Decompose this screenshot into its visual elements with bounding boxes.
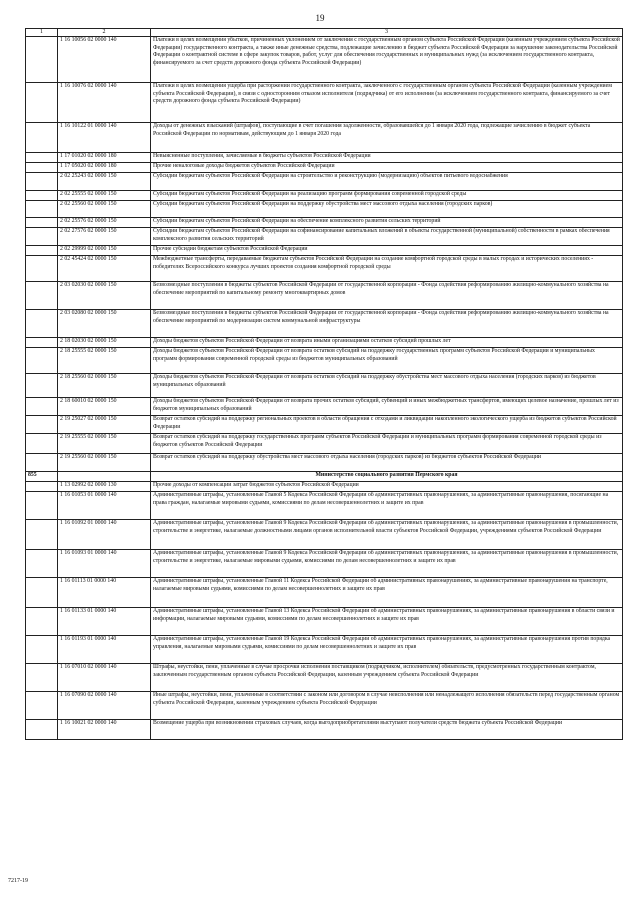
income-name-cell: Прочие доходы от компенсации затрат бюджетов субъектов Российской Федерации [151, 482, 623, 492]
admin-code-cell [26, 636, 58, 664]
admin-code-cell [26, 492, 58, 520]
budget-code-cell: 1 16 01053 01 0000 140 [58, 492, 151, 520]
budget-code-cell: 1 16 01093 01 0000 140 [58, 550, 151, 578]
table-row [26, 37, 623, 83]
income-name-cell: Административные штрафы, установленные Главой 5 Кодекса Российской Федерации об административных правонарушениях, за административные правонарушения, посягающие на права граждан, налагаемые мировыми судьями, комиссиями по делам несовершеннолетних и защите их прав [151, 492, 623, 520]
table-row [26, 434, 623, 454]
budget-code-cell: 2 19 25560 02 0000 150 [58, 454, 151, 472]
header-col-1: 1 [26, 29, 58, 37]
table-row [26, 550, 623, 578]
budget-code-cell: 2 18 25555 02 0000 150 [58, 348, 151, 374]
table-row [26, 173, 623, 191]
table-row [26, 454, 623, 472]
admin-code-cell [26, 608, 58, 636]
budget-code-cell: 1 17 01020 02 0000 180 [58, 153, 151, 163]
admin-code-cell [26, 201, 58, 218]
table-row [26, 520, 623, 550]
header-col-3: 3 [151, 29, 623, 37]
budget-code-cell: 2 02 25243 02 0000 150 [58, 173, 151, 191]
table-row [26, 338, 623, 348]
table-row [26, 720, 623, 740]
table-row [26, 374, 623, 398]
admin-code-cell [26, 191, 58, 201]
budget-code-cell: 2 02 45424 02 0000 150 [58, 256, 151, 282]
budget-code-cell: 1 16 07010 02 0000 140 [58, 664, 151, 692]
admin-code-cell [26, 416, 58, 434]
table-row [26, 163, 623, 173]
budget-code-cell: 2 02 29999 02 0000 150 [58, 246, 151, 256]
income-name-cell: Платежи в целях возмещения ущерба при расторжении государственного контракта, заключенного с государственным органом субъекта Российской Федерации (казенным учреждением субъекта Российской Федерации), в связи с односторонним отказом исполнителя (подрядчика) от его исполнения (за исключением государственного контракта, финансируемого за счет средств дорожного фонда субъекта Российской Федерации) [151, 83, 623, 123]
admin-code-cell [26, 282, 58, 310]
budget-code-cell: 1 16 10122 01 0000 140 [58, 123, 151, 153]
income-name-cell: Межбюджетные трансферты, передаваемые бюджетам субъектов Российской Федерации на создание комфортной городской среды в малых городах и исторических поселениях - победителях Всероссийского конкурса лучших проектов создания комфортной городской среды [151, 256, 623, 282]
admin-code-cell: 855 [26, 472, 58, 482]
table-row [26, 608, 623, 636]
admin-code-cell [26, 218, 58, 228]
budget-code-cell: 1 16 01092 01 0000 140 [58, 520, 151, 550]
income-name-cell: Доходы бюджетов субъектов Российской Федерации от возврата остатков субсидий на поддержку обустройства мест массового отдыха населения (городских парков) из бюджетов муниципальных образований [151, 374, 623, 398]
income-name-cell: Административные штрафы, установленные Главой 19 Кодекса Российской Федерации об административных правонарушениях, за административные правонарушения против порядка управления, налагаемые мировыми судьями, комиссиями по делам несовершеннолетних и защите их прав [151, 636, 623, 664]
budget-code-cell: 2 02 25560 02 0000 150 [58, 201, 151, 218]
budget-code-cell: 1 16 10076 02 0000 140 [58, 83, 151, 123]
income-name-cell: Субсидии бюджетам субъектов Российской Федерации на обеспечение комплексного развития сельских территорий [151, 218, 623, 228]
table-row [26, 191, 623, 201]
income-name-cell: Доходы бюджетов субъектов Российской Федерации от возврата остатков субсидий на поддержку государственных программ субъектов Российской Федерации и муниципальных программ формирования современной городской среды из бюджетов муниципальных образований [151, 348, 623, 374]
admin-code-cell [26, 310, 58, 338]
budget-code-cell: 2 02 25576 02 0000 150 [58, 218, 151, 228]
table-row [26, 692, 623, 720]
admin-code-cell [26, 720, 58, 740]
admin-code-cell [26, 228, 58, 246]
income-name-cell: Возврат остатков субсидий на поддержку региональных проектов в области обращения с отходами и ликвидации накопленного экологического ущерба из бюджетов субъектов Российской Федерации [151, 416, 623, 434]
income-name-cell: Возврат остатков субсидий на поддержку государственных программ субъектов Российской Федерации и муниципальных программ формирования современной городской среды из бюджетов субъектов Российской Федерации [151, 434, 623, 454]
budget-code-cell: 2 03 02030 02 0000 150 [58, 282, 151, 310]
header-col-2: 2 [58, 29, 151, 37]
budget-code-cell: 2 18 60010 02 0000 150 [58, 398, 151, 416]
income-name-cell: Возмещение ущерба при возникновении страховых случаев, когда выгодоприобретателями выступают получатели средств бюджета субъекта Российской Федерации [151, 720, 623, 740]
income-name-cell: Возврат остатков субсидий на поддержку обустройства мест массового отдыха населения (городских парков) из бюджетов субъектов Российской Федерации [151, 454, 623, 472]
page-number: 19 [315, 13, 325, 23]
budget-code-cell: 1 13 02992 02 0000 130 [58, 482, 151, 492]
table-header-row [26, 29, 623, 37]
budget-code-cell: 2 19 25027 02 0000 150 [58, 416, 151, 434]
table-row [26, 482, 623, 492]
income-name-cell: Административные штрафы, установленные Главой 11 Кодекса Российской Федерации об административных правонарушениях, за административные правонарушения на транспорте, налагаемые мировыми судьями, комиссиями по делам несовершеннолетних и защите их прав [151, 578, 623, 608]
income-name-cell: Министерство социального развития Пермского края [151, 472, 623, 482]
income-name-cell: Доходы бюджетов субъектов Российской Федерации от возврата прочих остатков субсидий, субвенций и иных межбюджетных трансфертов, имеющих целевое назначение, прошлых лет из бюджетов муниципальных образований [151, 398, 623, 416]
admin-code-cell [26, 123, 58, 153]
admin-code-cell [26, 338, 58, 348]
footer-code: 7217-19 [8, 878, 28, 884]
admin-code-cell [26, 550, 58, 578]
admin-code-cell [26, 520, 58, 550]
admin-code-cell [26, 163, 58, 173]
income-name-cell: Иные штрафы, неустойки, пени, уплаченные в соответствии с законом или договором в случае неисполнения или ненадлежащего исполнения обязательств перед государственным органом субъекта Российской Федерации, казенным учреждением субъекта Российской Федерации [151, 692, 623, 720]
table-row [26, 578, 623, 608]
admin-code-cell [26, 434, 58, 454]
admin-code-cell [26, 398, 58, 416]
income-name-cell: Субсидии бюджетам субъектов Российской Федерации на софинансирование капитальных вложений в объекты государственной (муниципальной) собственности в рамках обеспечения комплексного развития сельских территорий [151, 228, 623, 246]
income-name-cell: Административные штрафы, установленные Главой 9 Кодекса Российской Федерации об административных правонарушениях, за административные правонарушения в промышленности, строительстве и энергетике, налагаемые мировыми судьями, комиссиями по делам несовершеннолетних и защите их прав [151, 550, 623, 578]
table-row [26, 218, 623, 228]
budget-code-cell: 1 16 01113 01 0000 140 [58, 578, 151, 608]
table-row [26, 664, 623, 692]
table-row [26, 636, 623, 664]
table-row [26, 153, 623, 163]
budget-code-cell: 1 16 10021 02 0000 140 [58, 720, 151, 740]
income-name-cell: Штрафы, неустойки, пени, уплаченные в случае просрочки исполнения поставщиком (подрядчиком, исполнителем) обязательств, предусмотренных государственным контрактом, заключенным государственным органом субъекта Российской Федерации, казенным учреждением субъекта Российской Федерации [151, 664, 623, 692]
table-row [26, 398, 623, 416]
admin-code-cell [26, 578, 58, 608]
admin-code-cell [26, 692, 58, 720]
budget-code-cell: 2 02 27576 02 0000 150 [58, 228, 151, 246]
income-name-cell: Прочие субсидии бюджетам субъектов Российской Федерации [151, 246, 623, 256]
budget-code-cell: 2 18 25560 02 0000 150 [58, 374, 151, 398]
admin-code-cell [26, 37, 58, 83]
table-row [26, 228, 623, 246]
budget-code-cell: 1 16 01133 01 0000 140 [58, 608, 151, 636]
admin-code-cell [26, 256, 58, 282]
budget-code-cell: 2 18 02030 02 0000 150 [58, 338, 151, 348]
income-name-cell: Субсидии бюджетам субъектов Российской Федерации на реализацию программ формирования современной городской среды [151, 191, 623, 201]
income-name-cell: Доходы бюджетов субъектов Российской Федерации от возврата иными организациями остатков субсидий прошлых лет [151, 338, 623, 348]
table-row [26, 416, 623, 434]
budget-code-cell: 1 16 01193 01 0000 140 [58, 636, 151, 664]
budget-code-cell: 2 02 25555 02 0000 150 [58, 191, 151, 201]
admin-code-cell [26, 482, 58, 492]
income-name-cell: Административные штрафы, установленные Главой 13 Кодекса Российской Федерации об административных правонарушениях, за административные правонарушения в области связи и информации, налагаемые мировыми судьями, комиссиями по делам несовершеннолетних и защите их прав [151, 608, 623, 636]
table-row [26, 310, 623, 338]
income-name-cell: Прочие неналоговые доходы бюджетов субъектов Российской Федерации [151, 163, 623, 173]
income-name-cell: Безвозмездные поступления в бюджеты субъектов Российской Федерации от государственной корпорации - Фонда содействия реформированию жилищно-коммунального хозяйства на обеспечение мероприятий по модернизации систем коммунальной инфраструктуры [151, 310, 623, 338]
income-name-cell: Субсидии бюджетам субъектов Российской Федерации на строительство и реконструкцию (модернизацию) объектов питьевого водоснабжения [151, 173, 623, 191]
table-row [26, 83, 623, 123]
admin-code-cell [26, 454, 58, 472]
admin-code-cell [26, 374, 58, 398]
budget-code-cell: 1 16 10056 02 0000 140 [58, 37, 151, 83]
budget-code-cell: 2 03 02080 02 0000 150 [58, 310, 151, 338]
income-name-cell: Невыясненные поступления, зачисляемые в бюджеты субъектов Российской Федерации [151, 153, 623, 163]
admin-code-cell [26, 153, 58, 163]
table-row [26, 348, 623, 374]
budget-code-cell: 1 16 07090 02 0000 140 [58, 692, 151, 720]
budget-code-cell: 1 17 05020 02 0000 180 [58, 163, 151, 173]
budget-code-cell [58, 472, 151, 482]
admin-code-cell [26, 83, 58, 123]
admin-code-cell [26, 664, 58, 692]
income-name-cell: Доходы от денежных взысканий (штрафов), поступающие в счет погашения задолженности, образовавшейся до 1 января 2020 года, подлежащие зачислению в бюджет субъекта Российской Федерации по нормативам, действующим до 1 января 2020 года [151, 123, 623, 153]
table-row [26, 246, 623, 256]
table-row [26, 492, 623, 520]
admin-code-cell [26, 348, 58, 374]
table-row [26, 282, 623, 310]
budget-code-cell: 2 19 25555 02 0000 150 [58, 434, 151, 454]
income-name-cell: Субсидии бюджетам субъектов Российской Федерации на поддержку обустройства мест массового отдыха населения (городских парков) [151, 201, 623, 218]
table-row [26, 201, 623, 218]
income-name-cell: Административные штрафы, установленные Главой 9 Кодекса Российской Федерации об административных правонарушениях, за административные правонарушения в промышленности, строительстве и энергетике, налагаемые должностными лицами органов исполнительной власти субъектов Российской Федерации, учреждениями субъектов Российской Федерации [151, 520, 623, 550]
revenue-classification-table [25, 28, 623, 740]
section-header-row [26, 472, 623, 482]
table-row [26, 123, 623, 153]
income-name-cell: Безвозмездные поступления в бюджеты субъектов Российской Федерации от государственной корпорации - Фонда содействия реформированию жилищно-коммунального хозяйства на обеспечение мероприятий по капитальному ремонту многоквартирных домов [151, 282, 623, 310]
admin-code-cell [26, 173, 58, 191]
admin-code-cell [26, 246, 58, 256]
income-name-cell: Платежи в целях возмещения убытков, причиненных уклонением от заключения с государственным органом субъекта Российской Федерации (казенным учреждением субъекта Российской Федерации) государственного контракта, а также иные денежные средства, подлежащие зачислению в бюджет субъекта Российской Федерации за нарушение законодательства Российской Федерации о контрактной системе в сфере закупок товаров, работ, услуг для обеспечения государственных и муниципальных нужд (за исключением государственного контракта, финансируемого за счет средств дорожного фонда субъекта Российской Федерации) [151, 37, 623, 83]
table-row [26, 256, 623, 282]
